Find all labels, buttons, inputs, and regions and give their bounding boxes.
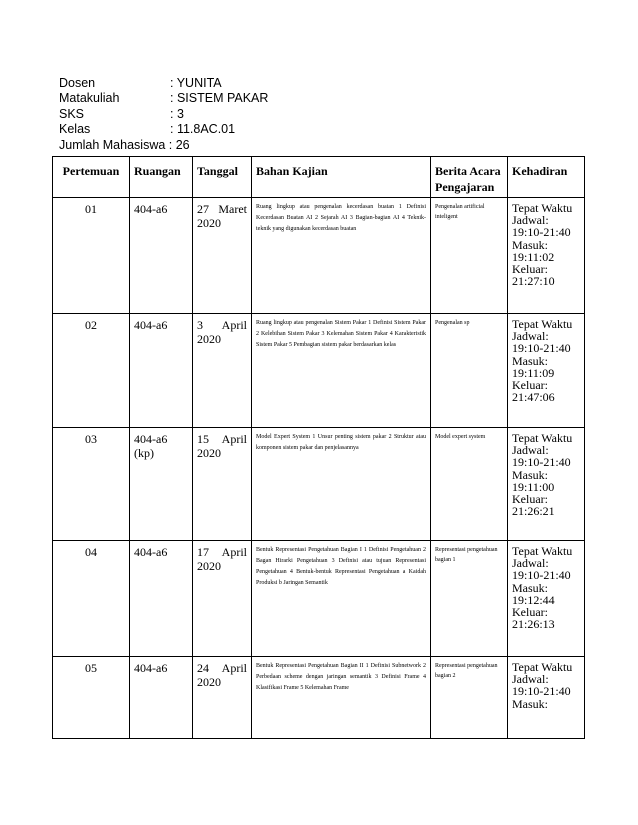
cell-ruangan: 404-a6 [130, 541, 193, 657]
cell-bahan-kajian: Model Expert System 1 Unsur penting sistem pakar 2 Struktur atau komponen sistem pakar dan penjelasannya [252, 428, 431, 541]
info-kelas [59, 122, 268, 137]
cell-kehadiran: Tepat Waktu Jadwal: 19:10-21:40 Masuk: 19:11:02 Keluar: 21:27:10 [508, 198, 585, 314]
dosen-label: Dosen [59, 76, 96, 90]
cell-pertemuan: 05 [53, 657, 130, 739]
table-row [53, 314, 585, 428]
jumlah-value: : 26 [168, 137, 190, 152]
sks-label: SKS [59, 106, 85, 121]
table-row [53, 541, 585, 657]
cell-berita-acara: Pengenalan artificial inteligent [431, 198, 508, 314]
cell-tanggal: 27 Maret 2020 [193, 198, 252, 314]
table-header-row [53, 157, 585, 198]
cell-kehadiran: Tepat Waktu Jadwal: 19:10-21:40 Masuk: 19:11:09 Keluar: 21:47:06 [508, 314, 585, 428]
matakuliah-value: : SISTEM PAKAR [170, 91, 269, 106]
cell-berita-acara: Pengenalan sp [431, 314, 508, 428]
cell-tanggal: 24 April 2020 [193, 657, 252, 739]
info-dosen [59, 76, 268, 91]
attendance-table [52, 156, 585, 739]
info-jumlah [59, 138, 268, 153]
sks-value: : 3 [170, 106, 184, 121]
cell-pertemuan: 03 [53, 428, 130, 541]
cell-bahan-kajian: Ruang lingkup atau pengenalan Sistem Pakar 1 Definisi Sistem Pakar 2 Kelebihan Sistem Pakar 3 Kelemahan Sistem Pakar 4 Karakteristik Sistem Pakar 5 Pembagian sistem pakar berdasarkan kelas [252, 314, 431, 428]
cell-kehadiran: Tepat Waktu Jadwal: 19:10-21:40 Masuk: 19:11:00 Keluar: 21:26:21 [508, 428, 585, 541]
dosen-value: : YUNITA [170, 76, 222, 90]
cell-pertemuan: 01 [53, 198, 130, 314]
cell-bahan-kajian: Bentuk Representasi Pengetahuan Bagian II 1 Definisi Subnetwork 2 Perbedaan scheme dengan jaringan semantik 3 Definisi Frame 4 Klasifikasi Frame 5 Kelemahan Frame [252, 657, 431, 739]
cell-kehadiran: Tepat Waktu Jadwal: 19:10-21:40 Masuk: [508, 657, 585, 739]
col-header-bahan-kajian: Bahan Kajian [252, 157, 431, 198]
cell-tanggal: 3 April 2020 [193, 314, 252, 428]
jumlah-label: Jumlah Mahasiswa [59, 137, 166, 152]
cell-berita-acara: Model expert system [431, 428, 508, 541]
cell-berita-acara: Representasi pengetahuan bagian 1 [431, 541, 508, 657]
info-sks [59, 107, 268, 122]
kelas-value: : 11.8AC.01 [170, 122, 236, 137]
col-header-berita-acara: Berita Acara Pengajaran [431, 157, 508, 198]
kelas-label: Kelas [59, 122, 91, 137]
cell-berita-acara: Representasi pengetahuan bagian 2 [431, 657, 508, 739]
col-header-pertemuan: Pertemuan [53, 157, 130, 198]
col-header-tanggal: Tanggal [193, 157, 252, 198]
col-header-kehadiran: Kehadiran [508, 157, 585, 198]
col-header-ruangan: Ruangan [130, 157, 193, 198]
cell-kehadiran: Tepat Waktu Jadwal: 19:10-21:40 Masuk: 19:12:44 Keluar: 21:26:13 [508, 541, 585, 657]
cell-tanggal: 17 April 2020 [193, 541, 252, 657]
info-matakuliah [59, 91, 268, 106]
cell-ruangan: 404-a6 [130, 198, 193, 314]
cell-ruangan: 404-a6 (kp) [130, 428, 193, 541]
cell-bahan-kajian: Ruang lingkup atau pengenalan kecerdasan buatan 1 Definisi Kecerdasan Buatan AI 2 Sejarah AI 3 Bagian-bagian AI 4 Teknik-teknik yang digunakan kecerdasan buatan [252, 198, 431, 314]
matakuliah-label: Matakuliah [59, 91, 120, 106]
cell-pertemuan: 04 [53, 541, 130, 657]
cell-pertemuan: 02 [53, 314, 130, 428]
cell-ruangan: 404-a6 [130, 657, 193, 739]
cell-bahan-kajian: Bentuk Representasi Pengetahuan Bagian I 1 Definisi Pengetahuan 2 Bagan Hirarki Pengetahuan 3 Definisi atau tujuan Representasi Pengetahuan 4 Bentuk-bentuk Representasi Pengetahuan a Kaidah Produksi b Jaringan Semantik [252, 541, 431, 657]
cell-tanggal: 15 April 2020 [193, 428, 252, 541]
course-info [59, 76, 268, 153]
table-row [53, 198, 585, 314]
cell-ruangan: 404-a6 [130, 314, 193, 428]
table-row [53, 657, 585, 739]
table-row [53, 428, 585, 541]
